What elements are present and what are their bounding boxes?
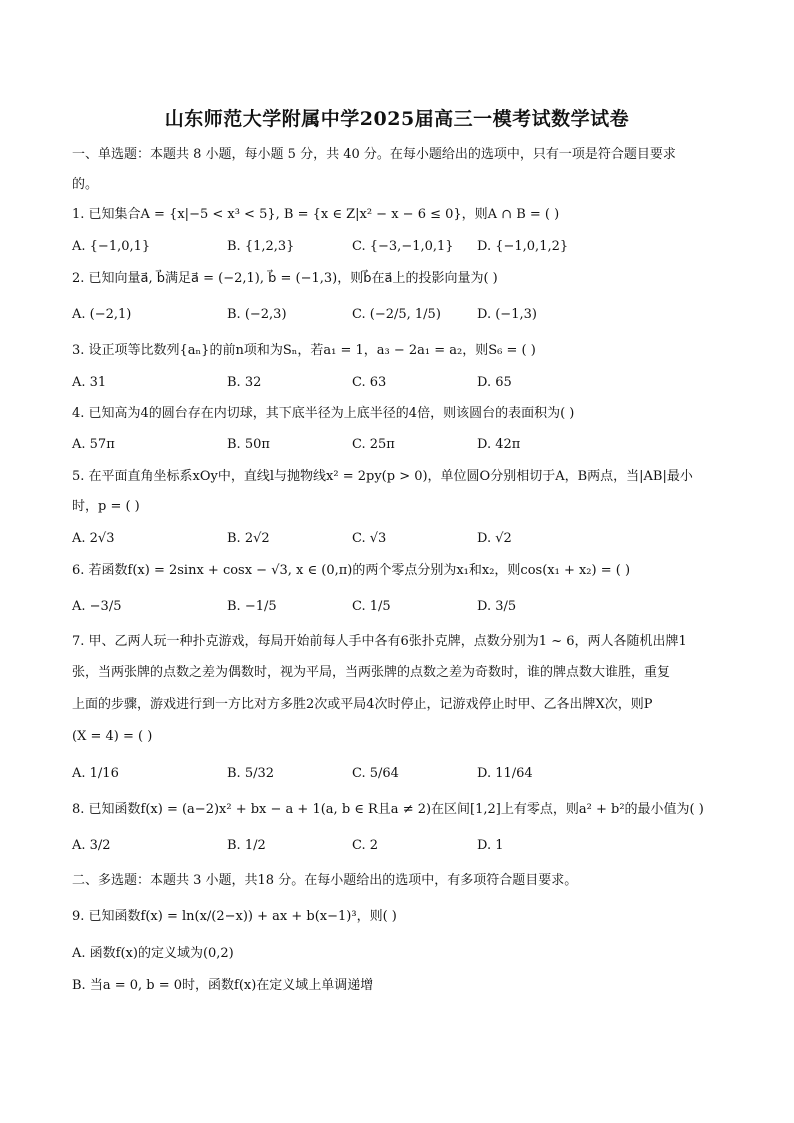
exam-title: 山东师范大学附属中学2025届高三一模考试数学试卷 — [164, 108, 630, 130]
q2-options — [72, 306, 732, 328]
q8-option-b: B. 1/2 — [227, 838, 266, 853]
q1-option-a: A. {−1,0,1} — [72, 239, 151, 254]
q4-stem: 4. 已知高为4的圆台存在内切球，其下底半径为上底半径的4倍，则该圆台的表面积为( ) — [72, 406, 575, 421]
q1-option-c: C. {−3,−1,0,1} — [352, 239, 454, 254]
q5-option-d: D. √2 — [477, 531, 512, 546]
q5-option-b: B. 2√2 — [227, 531, 270, 546]
q8-option-d: D. 1 — [477, 838, 504, 853]
q1-options — [72, 238, 732, 260]
q4-options — [72, 436, 732, 458]
q8-stem: 8. 已知函数f(x) = (a−2)x² + bx − a + 1(a, b ∈ R且a ≠ 2)在区间[1,2]上有零点，则a² + b²的最小值为( ) — [72, 802, 704, 817]
section2-header: 二、多选题：本题共 3 小题，共18 分。在每小题给出的选项中，有多项符合题目要求。 — [72, 873, 578, 888]
q5-stem-line2: 时，p = ( ) — [72, 499, 140, 514]
q3-options — [72, 374, 732, 396]
q3-option-b: B. 32 — [227, 375, 262, 390]
q1-option-d: D. {−1,0,1,2} — [477, 239, 569, 254]
q3-stem: 3. 设正项等比数列{aₙ}的前n项和为Sₙ，若a₁ = 1，a₃ − 2a₁ = a₂，则S₆ = ( ) — [72, 343, 536, 358]
q8-option-a: A. 3/2 — [72, 838, 111, 853]
q1-option-b: B. {1,2,3} — [227, 239, 295, 254]
q5-stem-line1: 5. 在平面直角坐标系xOy中，直线l与抛物线x² = 2py(p > 0)，单位圆O分别相切于A，B两点，当|AB|最小 — [72, 469, 693, 484]
q4-option-c: C. 25π — [352, 437, 395, 452]
q6-option-c: C. 1/5 — [352, 599, 391, 614]
q9-option-a: A. 函数f(x)的定义域为(0,2) — [72, 946, 234, 961]
q6-stem: 6. 若函数f(x) = 2sinx + cosx − √3, x ∈ (0,π)的两个零点分别为x₁和x₂，则cos(x₁ + x₂) = ( ) — [72, 563, 631, 578]
q6-option-b: B. −1/5 — [227, 599, 277, 614]
q7-options — [72, 765, 732, 787]
q4-option-b: B. 50π — [227, 437, 270, 452]
q5-options — [72, 530, 732, 552]
q3-option-c: C. 63 — [352, 375, 387, 390]
q9-stem: 9. 已知函数f(x) = ln(x/(2−x)) + ax + b(x−1)³，则( ) — [72, 909, 397, 924]
q8-options — [72, 837, 732, 859]
q4-option-a: A. 57π — [72, 437, 115, 452]
q8-option-c: C. 2 — [352, 838, 379, 853]
q7-stem-line4: (X = 4) = ( ) — [72, 729, 153, 744]
q7-stem-line3: 上面的步骤，游戏进行到一方比对方多胜2次或平局4次时停止，记游戏停止时甲、乙各出牌X次，则P — [72, 697, 653, 712]
q7-option-a: A. 1/16 — [72, 766, 119, 781]
q2-option-d: D. (−1,3) — [477, 307, 537, 322]
q6-option-d: D. 3/5 — [477, 599, 517, 614]
q5-option-a: A. 2√3 — [72, 531, 115, 546]
q3-option-a: A. 31 — [72, 375, 107, 390]
q6-option-a: A. −3/5 — [72, 599, 122, 614]
q5-option-c: C. √3 — [352, 531, 387, 546]
q7-option-c: C. 5/64 — [352, 766, 399, 781]
q7-option-d: D. 11/64 — [477, 766, 533, 781]
q9-option-b: B. 当a = 0, b = 0时，函数f(x)在定义域上单调递增 — [72, 978, 374, 993]
q3-option-d: D. 65 — [477, 375, 512, 390]
q2-option-a: A. (−2,1) — [72, 307, 132, 322]
section1-header-line2: 的。 — [72, 177, 99, 192]
q6-options — [72, 598, 732, 620]
q2-stem: 2. 已知向量a⃗, b⃗满足a⃗ = (−2,1), b⃗ = (−1,3)，则b⃗在a⃗上的投影向量为( ) — [72, 271, 498, 286]
q7-option-b: B. 5/32 — [227, 766, 275, 781]
q2-option-c: C. (−2/5, 1/5) — [352, 307, 441, 322]
q1-stem: 1. 已知集合A = {x|−5 < x³ < 5}, B = {x ∈ Z|x² − x − 6 ≤ 0}，则A ∩ B = ( ) — [72, 207, 560, 222]
q2-option-b: B. (−2,3) — [227, 307, 287, 322]
q4-option-d: D. 42π — [477, 437, 521, 452]
q7-stem-line2: 张，当两张牌的点数之差为偶数时，视为平局，当两张牌的点数之差为奇数时，谁的牌点数大谁胜，重复 — [72, 665, 671, 680]
section1-header-line1: 一、单选题：本题共 8 小题，每小题 5 分，共 40 分。在每小题给出的选项中，只有一项是符合题目要求 — [72, 147, 676, 162]
q7-stem-line1: 7. 甲、乙两人玩一种扑克游戏，每局开始前每人手中各有6张扑克牌，点数分别为1 ~ 6，两人各随机出牌1 — [72, 634, 687, 649]
